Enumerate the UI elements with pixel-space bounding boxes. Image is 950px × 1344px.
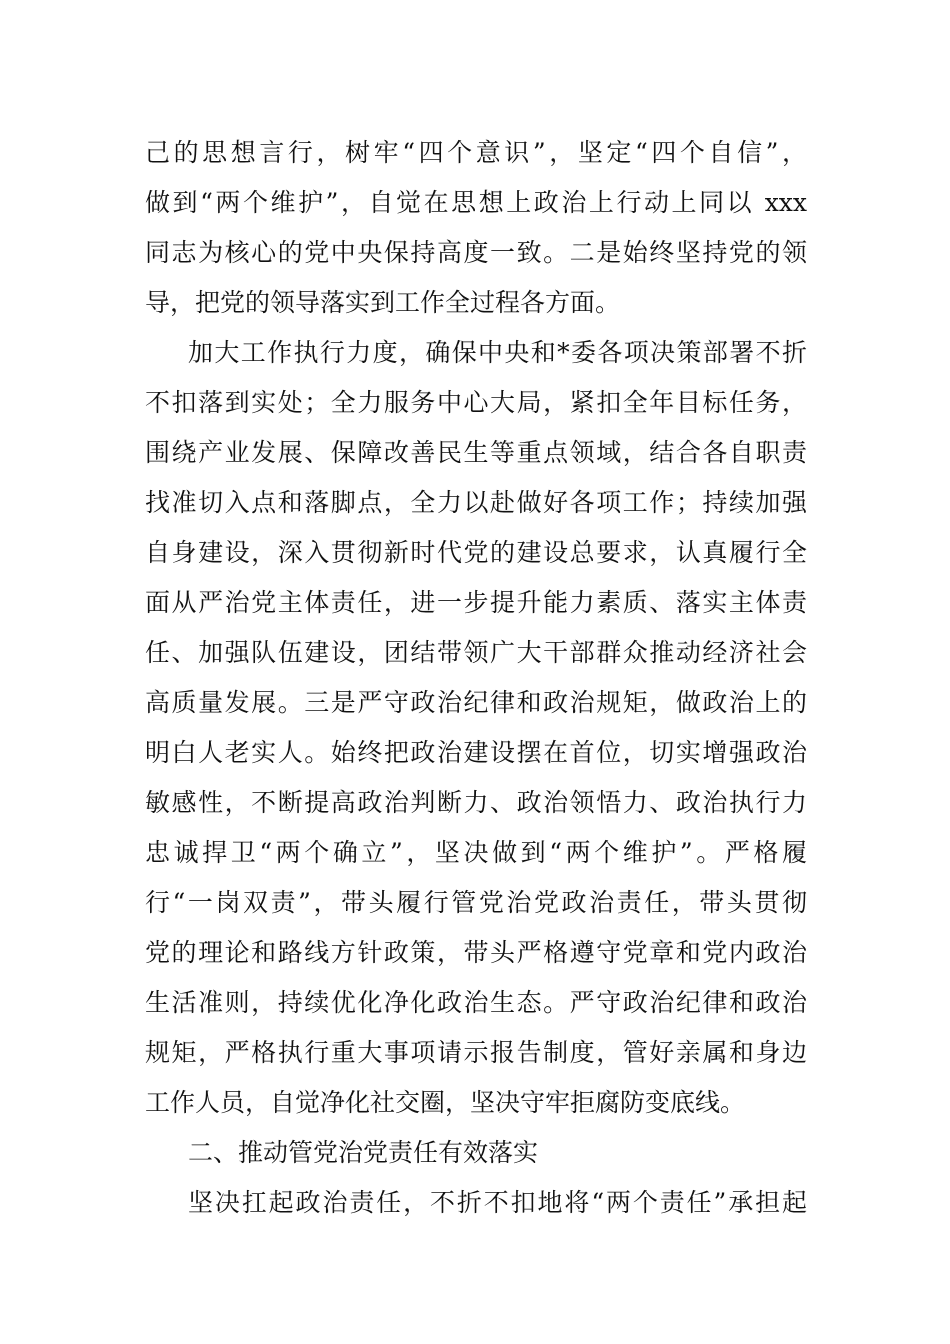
text-line: 找准切入点和落脚点，全力以赴做好各项工作；持续加强 xyxy=(145,488,807,517)
text-line: 忠诚捍卫“两个确立”，坚决做到“两个维护”。严格履 xyxy=(145,838,807,867)
text-line: 自身建设，深入贯彻新时代党的建设总要求，认真履行全 xyxy=(145,538,807,567)
text-line: 生活准则，持续优化净化政治生态。严守政治纪律和政治 xyxy=(145,988,807,1017)
text-line: 行“一岗双责”，带头履行管党治党政治责任，带头贯彻 xyxy=(145,888,807,917)
text-line: 工作人员，自觉净化社交圈，坚决守牢拒腐防变底线。 xyxy=(145,1088,746,1117)
text-line: 围绕产业发展、保障改善民生等重点领域，结合各自职责 xyxy=(145,438,807,467)
paragraph-first-line: 坚决扛起政治责任，不折不扣地将“两个责任”承担起 xyxy=(188,1188,807,1217)
text-line: 同志为核心的党中央保持高度一致。二是始终坚持党的领 xyxy=(145,238,807,267)
section-heading: 二、推动管党治党责任有效落实 xyxy=(188,1138,539,1167)
text-line: 规矩，严格执行重大事项请示报告制度，管好亲属和身边 xyxy=(145,1038,807,1067)
text-line: 做到“两个维护”，自觉在思想上政治上行动上同以 xxx xyxy=(145,188,807,217)
text-line: 高质量发展。三是严守政治纪律和政治规矩，做政治上的 xyxy=(145,688,807,717)
text-line: 面从严治党主体责任，进一步提升能力素质、落实主体责 xyxy=(145,588,807,617)
text-line: 己的思想言行，树牢“四个意识”，坚定“四个自信”， xyxy=(145,138,807,167)
text-line: 任、加强队伍建设，团结带领广大干部群众推动经济社会 xyxy=(145,638,807,667)
text-line: 明白人老实人。始终把政治建设摆在首位，切实增强政治 xyxy=(145,738,807,767)
text-line: 党的理论和路线方针政策，带头严格遵守党章和党内政治 xyxy=(145,938,807,967)
text-line: 敏感性，不断提高政治判断力、政治领悟力、政治执行力 xyxy=(145,788,807,817)
text-line: 不扣落到实处；全力服务中心大局，紧扣全年目标任务， xyxy=(145,388,807,417)
paragraph-first-line: 加大工作执行力度，确保中央和*委各项决策部署不折 xyxy=(188,338,807,367)
text-line: 导，把党的领导落实到工作全过程各方面。 xyxy=(145,288,621,317)
